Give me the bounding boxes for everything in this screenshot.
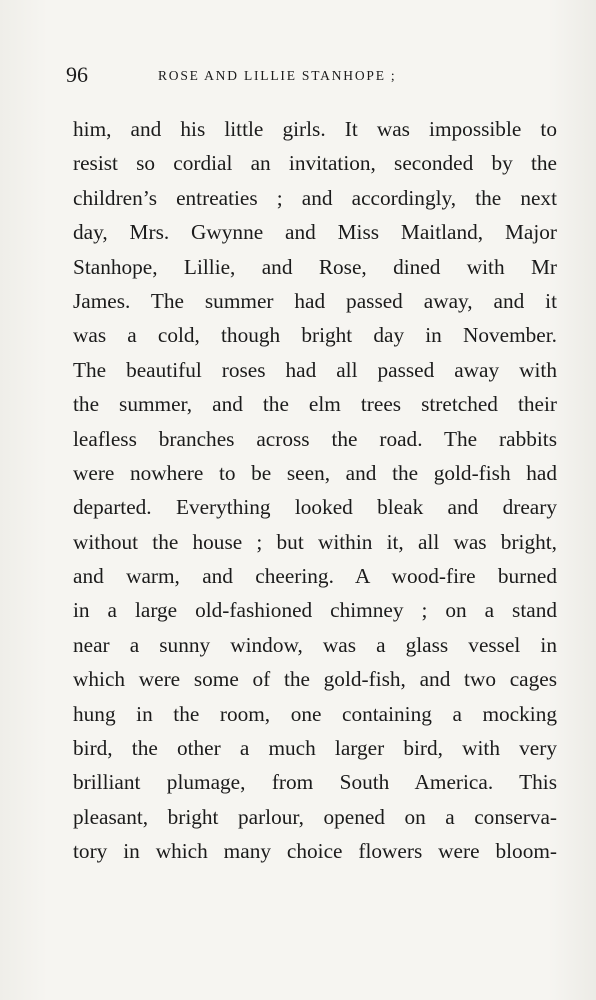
text-line: The beautiful roses had all passed away with	[73, 357, 557, 382]
text-line: without the house ; but within it, all was bright,	[73, 529, 557, 554]
text-line: in a large old-fashioned chimney ; on a stand	[73, 598, 557, 623]
text-line: were nowhere to be seen, and the gold-fish had	[73, 460, 557, 485]
page-header	[66, 60, 536, 90]
text-line: the summer, and the elm trees stretched their	[73, 392, 557, 417]
text-line: day, Mrs. Gwynne and Miss Maitland, Major	[73, 220, 557, 245]
text-line: leafless branches across the road. The rabbits	[73, 426, 557, 451]
text-line: resist so cordial an invitation, seconded by the	[73, 151, 557, 176]
text-line: and warm, and cheering. A wood-fire burned	[73, 564, 557, 589]
text-line: pleasant, bright parlour, opened on a conserva-	[73, 804, 557, 829]
text-line: bird, the other a much larger bird, with very	[73, 736, 557, 761]
text-line: brilliant plumage, from South America. This	[73, 770, 557, 795]
text-line: departed. Everything looked bleak and dreary	[73, 495, 557, 520]
text-line: which were some of the gold-fish, and two cages	[73, 667, 557, 692]
text-line: James. The summer had passed away, and it	[73, 288, 557, 313]
text-line: near a sunny window, was a glass vessel in	[73, 632, 557, 657]
text-line: Stanhope, Lillie, and Rose, dined with Mr	[73, 254, 557, 279]
text-line: was a cold, though bright day in November.	[73, 323, 557, 348]
text-line: children’s entreaties ; and accordingly, the next	[73, 185, 557, 210]
running-head: ROSE AND LILLIE STANHOPE ;	[158, 68, 397, 83]
text-line: tory in which many choice flowers were bloom-	[73, 839, 557, 864]
text-line: hung in the room, one containing a mocking	[73, 701, 557, 726]
text-line: him, and his little girls. It was impossible to	[73, 117, 557, 141]
body-text	[73, 112, 557, 869]
page-number: 96	[66, 62, 88, 87]
